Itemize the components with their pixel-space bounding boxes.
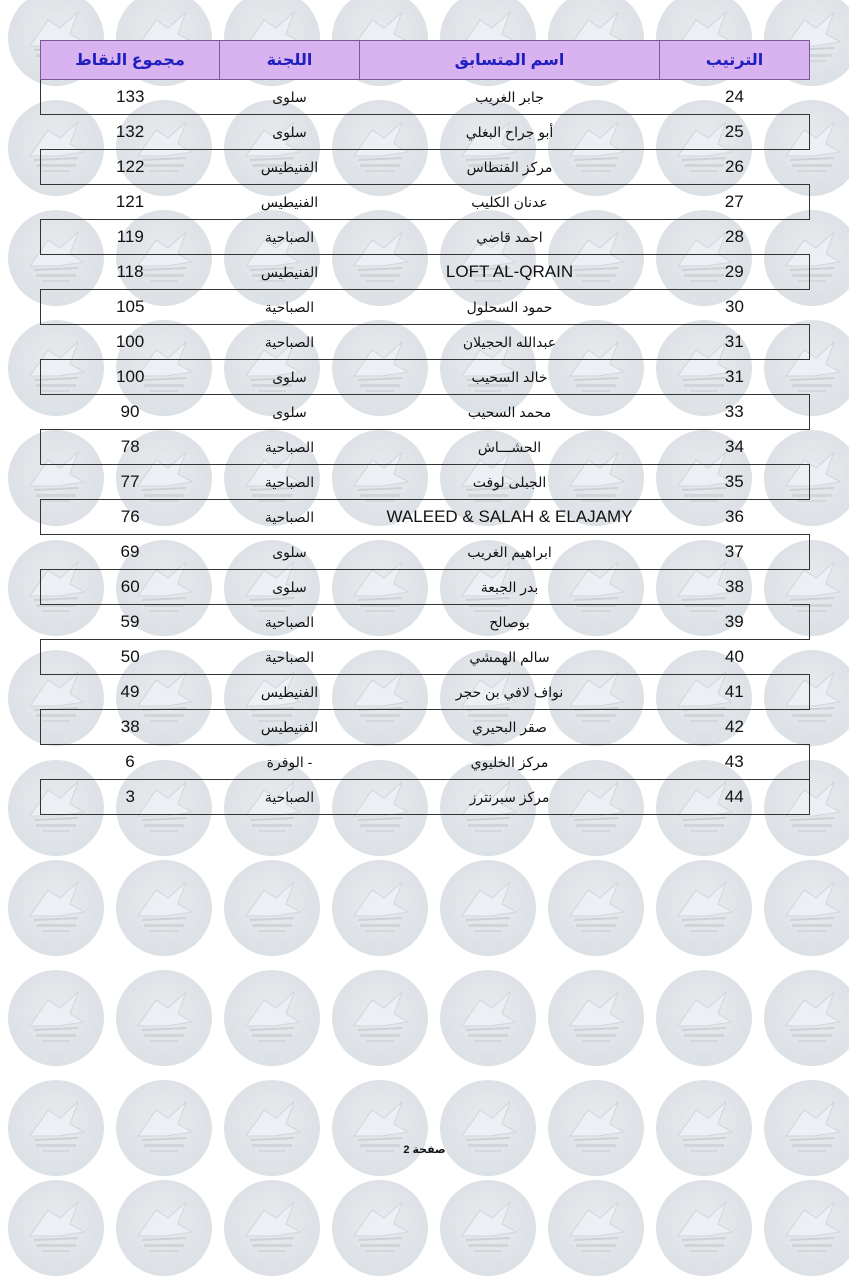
rank-cell: 27	[660, 185, 810, 220]
pigeon-logo-icon	[224, 1080, 320, 1176]
points-cell: 77	[120, 472, 140, 491]
pigeon-logo-icon	[8, 970, 104, 1066]
pigeon-logo-icon	[332, 1180, 428, 1276]
rank-cell: 30	[725, 297, 744, 316]
table-row	[41, 325, 810, 360]
rank-cell: 33	[660, 395, 810, 430]
pigeon-logo-icon	[8, 860, 104, 956]
table-row	[41, 395, 810, 430]
pigeon-logo-icon	[548, 860, 644, 956]
name-cell: عدنان الكليب	[471, 193, 548, 210]
points-cell: 100	[41, 360, 220, 395]
header-points: مجموع النقاط	[41, 41, 220, 80]
table-row	[41, 535, 810, 570]
table-row	[41, 185, 810, 220]
pigeon-logo-icon	[8, 1180, 104, 1276]
pigeon-logo-icon	[440, 970, 536, 1066]
rank-cell: 34	[725, 437, 744, 456]
name-cell: نواف لافي بن حجر	[455, 683, 564, 700]
table-row	[41, 640, 810, 675]
team-cell: الصباحية	[264, 473, 315, 490]
name-cell: محمد السحيب	[467, 403, 552, 420]
rank-cell: 24	[725, 87, 744, 106]
pigeon-logo-icon	[332, 970, 428, 1066]
table-row	[41, 290, 810, 325]
rank-cell: 28	[725, 227, 744, 246]
points-cell: 90	[120, 402, 140, 421]
name-cell: WALEED & SALAH & ELAJAMY	[386, 507, 633, 526]
rank-cell: 44	[660, 780, 810, 815]
name-cell: احمد قاضي	[476, 228, 543, 245]
team-cell: الفنيطيس	[260, 683, 319, 700]
rank-cell: 35	[660, 465, 810, 500]
points-cell: 119	[41, 220, 220, 255]
points-cell: 122	[41, 150, 220, 185]
name-cell: بدر الجبعة	[480, 578, 539, 595]
table-row	[41, 605, 810, 640]
name-cell: مركز سبرنترز	[469, 788, 550, 805]
team-cell: - الوفرة	[266, 753, 313, 770]
points-cell: 78	[41, 430, 220, 465]
points-cell: 69	[120, 542, 140, 561]
pigeon-logo-icon	[332, 1080, 428, 1176]
pigeon-logo-icon	[116, 1080, 212, 1176]
table-row	[41, 675, 810, 710]
points-cell: 118	[116, 262, 144, 281]
pigeon-logo-icon	[224, 970, 320, 1066]
pigeon-logo-icon	[116, 1180, 212, 1276]
rank-cell: 37	[660, 535, 810, 570]
points-cell: 76	[41, 500, 220, 535]
header-team: اللجنة	[220, 41, 360, 80]
pigeon-logo-icon	[116, 970, 212, 1066]
table-row	[41, 710, 810, 745]
pigeon-logo-icon	[440, 1180, 536, 1276]
name-cell: الجبلى لوفت	[472, 473, 547, 490]
team-cell: الصباحية	[264, 788, 315, 805]
team-cell: الفنيطيس	[260, 263, 319, 280]
team-cell: الصباحية	[264, 438, 315, 455]
team-cell: الفنيطيس	[260, 718, 319, 735]
name-cell: جابر الغريب	[475, 88, 544, 105]
name-cell: LOFT AL-QRAIN	[445, 262, 574, 281]
table-row	[41, 220, 810, 255]
rank-cell: 39	[660, 605, 810, 640]
rank-cell: 29	[660, 255, 810, 290]
table-row	[41, 430, 810, 465]
table-row	[41, 780, 810, 815]
team-cell: سلوى	[272, 403, 307, 420]
table-row	[41, 255, 810, 290]
pigeon-logo-icon	[548, 1180, 644, 1276]
pigeon-logo-icon	[548, 1080, 644, 1176]
team-cell: الصباحية	[264, 228, 315, 245]
table-row	[41, 465, 810, 500]
points-cell: 3	[41, 780, 220, 815]
rank-cell: 40	[725, 647, 744, 666]
table-row	[41, 500, 810, 535]
pigeon-logo-icon	[224, 1180, 320, 1276]
name-cell: مركز الخليوي	[470, 753, 549, 770]
team-cell: الصباحية	[264, 333, 315, 350]
header-name: اسم المتسابق	[360, 41, 660, 80]
name-cell: الحشـــاش	[477, 438, 542, 455]
team-cell: الفنيطيس	[260, 193, 319, 210]
pigeon-logo-icon	[8, 1080, 104, 1176]
pigeon-logo-icon	[440, 1080, 536, 1176]
team-cell: سلوى	[272, 578, 307, 595]
pigeon-logo-icon	[548, 970, 644, 1066]
points-cell: 133	[41, 80, 220, 115]
rank-cell: 38	[725, 577, 744, 596]
points-cell: 121	[115, 192, 145, 211]
team-cell: الصباحية	[264, 508, 315, 525]
pigeon-logo-icon	[764, 970, 849, 1066]
points-cell: 100	[115, 332, 145, 351]
team-cell: سلوى	[272, 88, 307, 105]
rank-cell: 31	[725, 367, 744, 386]
page-number: صفحة 2	[403, 1144, 446, 1156]
team-cell: سلوى	[272, 123, 307, 140]
header-rank: الترتيب	[660, 41, 810, 80]
name-cell: مركز الفنطاس	[466, 158, 553, 175]
results-table-container	[40, 40, 809, 815]
pigeon-logo-icon	[440, 860, 536, 956]
points-cell: 50	[41, 640, 220, 675]
team-cell: الصباحية	[264, 613, 315, 630]
rank-cell: 26	[725, 157, 744, 176]
pigeon-logo-icon	[656, 860, 752, 956]
team-cell: سلوى	[272, 543, 307, 560]
pigeon-logo-icon	[656, 1080, 752, 1176]
pigeon-logo-icon	[764, 860, 849, 956]
name-cell: سالم الهمشي	[469, 648, 550, 665]
points-cell: 59	[120, 612, 140, 631]
name-cell: صقر البحيري	[472, 718, 547, 735]
table-row	[41, 80, 810, 115]
pigeon-logo-icon	[116, 860, 212, 956]
points-cell: 60	[41, 570, 220, 605]
points-cell: 132	[115, 122, 145, 141]
points-cell: 49	[120, 682, 140, 701]
table-header-row	[41, 41, 810, 80]
table-row	[41, 360, 810, 395]
points-cell: 105	[41, 290, 220, 325]
rank-cell: 36	[725, 507, 744, 526]
results-table	[40, 40, 810, 815]
rank-cell: 43	[660, 745, 810, 780]
rank-cell: 31	[660, 325, 810, 360]
table-row	[41, 745, 810, 780]
team-cell: الصباحية	[264, 648, 315, 665]
table-row	[41, 115, 810, 150]
pigeon-logo-icon	[332, 860, 428, 956]
rank-cell: 42	[725, 717, 744, 736]
name-cell: عبدالله الحجيلان	[462, 333, 557, 350]
name-cell: بوصالح	[489, 613, 530, 630]
rank-cell: 41	[660, 675, 810, 710]
table-row	[41, 150, 810, 185]
points-cell: 38	[41, 710, 220, 745]
pigeon-logo-icon	[764, 1080, 849, 1176]
rank-cell: 25	[660, 115, 810, 150]
name-cell: أبو جراح البغلي	[465, 123, 554, 140]
team-cell: الصباحية	[264, 298, 315, 315]
points-cell: 6	[125, 752, 135, 771]
pigeon-logo-icon	[656, 970, 752, 1066]
table-row	[41, 570, 810, 605]
name-cell: حمود السحلول	[466, 298, 553, 315]
name-cell: خالد السحيب	[471, 368, 548, 385]
pigeon-logo-icon	[656, 1180, 752, 1276]
name-cell: ابراهيم الغريب	[467, 543, 552, 560]
pigeon-logo-icon	[764, 1180, 849, 1276]
team-cell: سلوى	[272, 368, 307, 385]
team-cell: الفنيطيس	[260, 158, 319, 175]
pigeon-logo-icon	[224, 860, 320, 956]
